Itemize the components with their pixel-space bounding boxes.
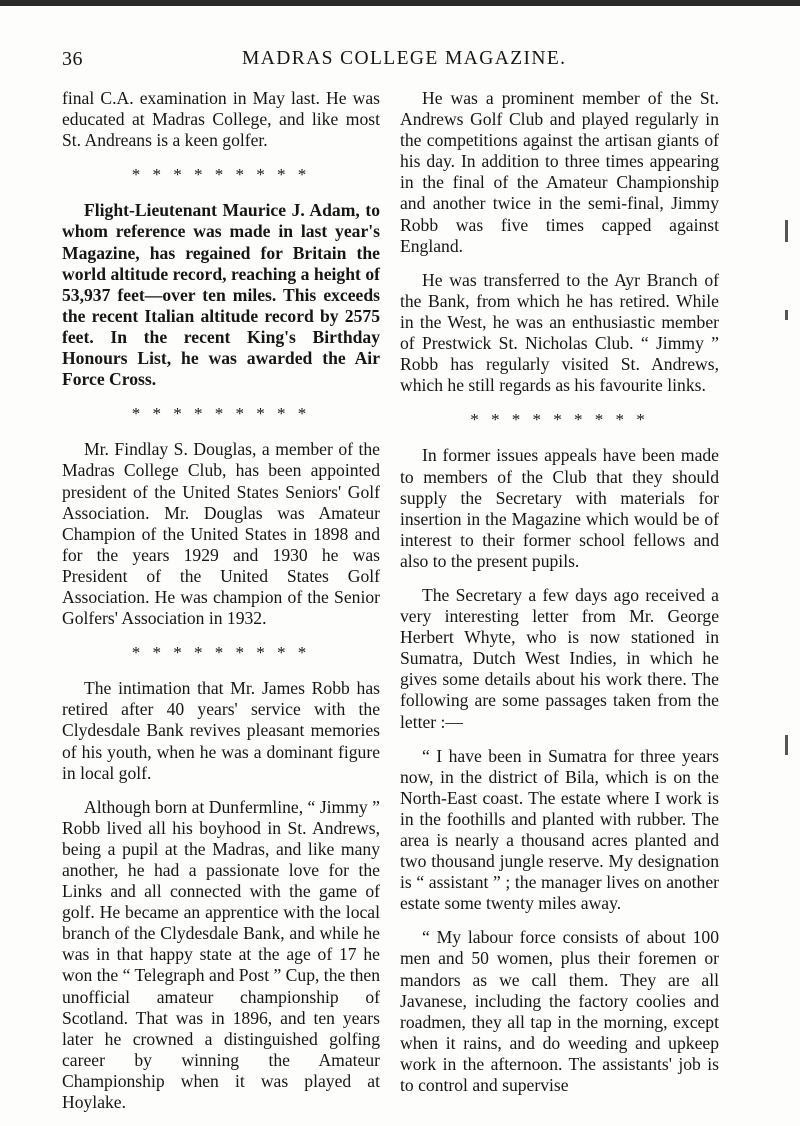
paragraph-robb-intro: The intimation that Mr. James Robb has retired after 40 years' service with the Clydesdale Bank revives pleasant memories of his youth, when he was a dominant figure in local golf. [62,678,380,783]
right-column [400,88,719,1109]
paragraph-adam: Flight-Lieutenant Maurice J. Adam, to whom reference was made in last year's Magazine, has regained for Britain the world altitude record, reaching a height of 53,937 feet—over ten miles. This exceeds the recent Italian altitude record by 2575 feet. In the recent King's Birthday Honours List, he was awarded the Air Force Cross. [62,200,380,390]
paragraph-whyte-letter: The Secretary a few days ago received a very interesting letter from Mr. George Herbert Whyte, who is now stationed in Sumatra, Dutch West Indies, in which he gives some details about his work there. The following are some passages taken from the letter :— [400,584,719,732]
scan-edge-mark [785,220,788,242]
left-column [62,88,380,1126]
paragraph-robb-club: He was a prominent member of the St. Andrews Golf Club and played regularly in the competitions against the artisan giants of his day. In addition to three times appearing in the final of the Amateur Championship and another twice in the semi-final, Jimmy Robb was five times capped against England. [400,88,719,256]
paragraph-letter-sumatra: “ I have been in Sumatra for three years now, in the district of Bila, which is on the North-East coast. The estate where I work is in the foothills and planted with rubber. The area is nearly a thousand acres planted and two thousand jungle reserve. My designation is “ assistant ” ; the manager lives on another estate some twenty miles away. [400,745,719,914]
running-title: MADRAS COLLEGE MAGAZINE. [242,48,567,69]
paragraph-appeals: In former issues appeals have been made to members of the Club that they should supply the Secretary with materials for insertion in the Magazine which would be of interest to their former school fellows and also to the present pupils. [400,445,719,571]
section-separator: * * * * * * * * * [470,410,649,430]
section-separator: * * * * * * * * * [131,404,311,424]
section-separator: * * * * * * * * * [131,165,311,185]
paragraph-robb-transfer: He was transferred to the Ayr Branch of the Bank, from which he has retired. While in the West, he was an enthusiastic member of Prestwick St. Nicholas Club. “ Jimmy ” Robb has regularly visited St. Andrews, which he still regards as his favourite links. [400,269,719,396]
paragraph-robb-career: Although born at Dunfermline, “ Jimmy ” Robb lived all his boyhood in St. Andrews, being a pupil at the Madras, and like many another, he had a passionate love for the Links and all connected with the game of golf. He became an apprentice with the local branch of the Clydesdale Bank, and while he was in that happy state at the age of 17 he won the “ Telegraph and Post ” Cup, the then unofficial amateur championship of Scotland. That was in 1896, and ten years later he crowned a distinguished golfing career by winning the Amateur Championship when it was played at Hoylake. [62,796,380,1113]
paragraph-letter-labour: “ My labour force consists of about 100 men and 50 women, plus their foremen or mandors as we call them. They are all Javanese, including the factory coolies and roadmen, they all tap in the morning, except when it rains, and do weeding and upkeep work in the afternoon. The assistants' job is to control and supervise [400,927,719,1096]
page-header [62,48,725,72]
paragraph-continued: final C.A. examination in May last. He was educated at Madras College, and like most St. Andreans is a keen golfer. [62,88,380,151]
section-separator: * * * * * * * * * [131,643,311,663]
scan-edge-mark [785,310,788,320]
scan-edge-mark [785,735,788,755]
page-top-edge [0,0,800,6]
page-number: 36 [62,48,83,70]
paragraph-douglas: Mr. Findlay S. Douglas, a member of the Madras College Club, has been appointed president of the United States Seniors' Golf Association. Mr. Douglas was Amateur Champion of the United States in 1898 and for the years 1929 and 1930 he was President of the United States Golf Association. He was champion of the Senior Golfers' Association in 1932. [62,439,380,629]
